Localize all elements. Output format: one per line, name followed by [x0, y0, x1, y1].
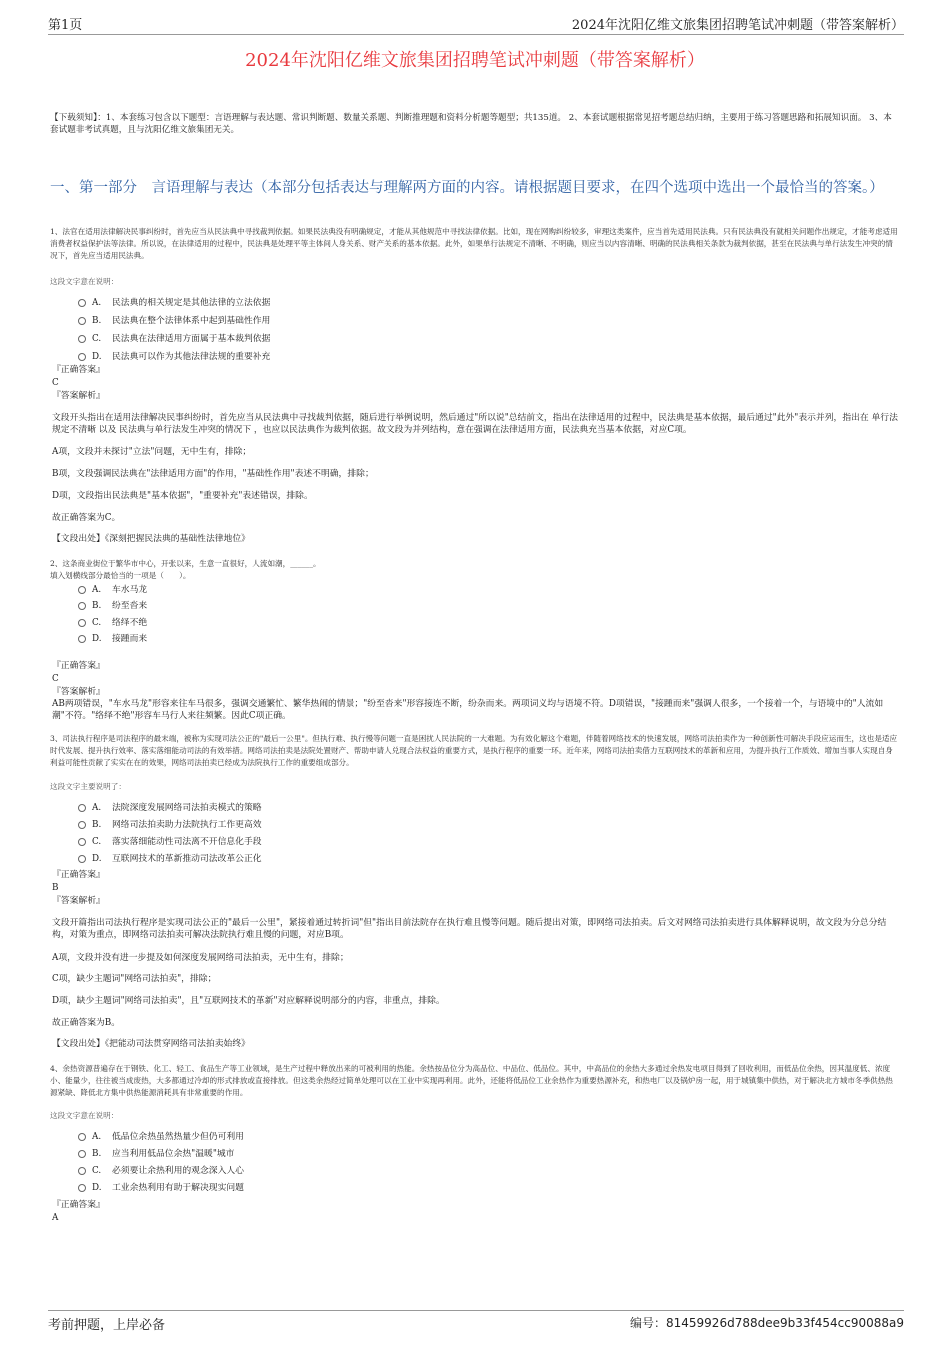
q3-option-b[interactable]: B. 网络司法拍卖助力法院执行工作更高效 — [78, 818, 262, 832]
q3-explain-a: A项，文段并没有进一步提及如何深度发展网络司法拍卖，无中生有，排除； — [52, 953, 349, 963]
download-notice: 【下载须知】：1、本套练习包含以下题型：言语理解与表达题、常识判断题、数量关系题、判断推理题和资料分析题等题型；共135道。 2、本套试题根据常见招考题总结归纳，主要用于练习答题思路和拓展知识面。 3、本套试题非考试真题，且与沈阳亿维文旅集团无关。 — [50, 113, 892, 135]
q1-option-b[interactable]: B. 民法典在整个法律体系中起到基础性作用 — [78, 314, 270, 328]
radio-icon[interactable] — [78, 821, 86, 829]
radio-icon[interactable] — [78, 1184, 86, 1192]
q4-answer-label: 『正确答案』 — [52, 1200, 105, 1210]
q3-answer-label: 『正确答案』 — [52, 870, 105, 880]
radio-icon[interactable] — [78, 353, 86, 361]
section-heading: 一、第一部分 言语理解与表达（本部分包括表达与理解两方面的内容。请根据题目要求，在四个选项中选出一个最恰当的答案。） — [50, 180, 884, 196]
radio-icon[interactable] — [78, 1167, 86, 1175]
q1-option-a[interactable]: A. 民法典的相关规定是其他法律的立法依据 — [78, 296, 270, 310]
radio-icon[interactable] — [78, 635, 86, 643]
page-footer — [48, 1310, 904, 1333]
q1-source: 【文段出处】《深刻把握民法典的基础性法律地位》 — [52, 534, 250, 544]
radio-icon[interactable] — [78, 855, 86, 863]
page-number: 第1页 — [48, 18, 83, 33]
q3-option-c[interactable]: C. 落实落细能动性司法离不开信息化手段 — [78, 835, 262, 849]
footer-slogan: 考前押题，上岸必备 — [48, 1318, 166, 1333]
radio-icon[interactable] — [78, 1133, 86, 1141]
q1-option-d[interactable]: D. 民法典可以作为其他法律法规的重要补充 — [78, 350, 270, 364]
radio-icon[interactable] — [78, 838, 86, 846]
q3-explain-d: D项，缺少主题词"网络司法拍卖"，且"互联网技术的革新"对应解释说明部分的内容，非重点，排除。 — [52, 996, 445, 1006]
page-title: 2024年沈阳亿维文旅集团招聘笔试冲刺题（带答案解析） — [245, 50, 705, 71]
q1-hint: 这段文字意在说明： — [50, 277, 119, 286]
q2-answer: C — [52, 674, 59, 684]
q4-option-a[interactable]: A. 低品位余热虽然热量少但仍可利用 — [78, 1130, 244, 1144]
page-header — [48, 14, 904, 35]
radio-icon[interactable] — [78, 317, 86, 325]
q2-instruction: 填入划横线部分最恰当的一项是（ ）。 — [50, 571, 191, 580]
q4-hint: 这段文字意在说明： — [50, 1111, 119, 1120]
q4-option-b[interactable]: B. 应当利用低品位余热"温暖"城市 — [78, 1147, 234, 1161]
q2-option-c[interactable]: C. 络绎不绝 — [78, 616, 147, 630]
q2-option-b[interactable]: B. 纷至沓来 — [78, 599, 147, 613]
q3-explanation: 文段开篇指出司法执行程序是实现司法公正的"最后一公里"，紧接着通过转折词"但"指出目前法院存在执行难且慢等问题。随后提出对策，即网络司法拍卖。后文对网络司法拍卖进行具体解释说明，故文段为分总分结构，对策为重点，即网络司法拍卖可解决法院执行难且慢的问题，对应B项。 — [52, 918, 887, 940]
q3-conclusion: 故正确答案为B。 — [52, 1018, 121, 1028]
q1-text: 1、法官在适用法律解决民事纠纷时，首先应当从民法典中寻找裁判依据。如果民法典没有明确规定，才能从其他规范中寻找法律依据。比如，现在网购纠纷较多，审理这类案件，应当首先适用民法典。只有民法典没有就相关问题作出规定，才能考虑适用消费者权益保护法等法律。所以说，在法律适用的过程中，民法典是处理平等主体间人身关系、财产关系的基本依据。此外，如果单行法规定不清晰、不明确，则应当以内容清晰、明确的民法典相关条款为裁判依据，甚至在民法典与单行法发生冲突的情况下，首先应当适用民法典。 — [50, 227, 898, 260]
q1-explanation-label: 『答案解析』 — [52, 391, 105, 401]
q3-explanation-label: 『答案解析』 — [52, 896, 105, 906]
q3-hint: 这段文字主要说明了： — [50, 782, 126, 791]
footer-doc-id: 编号：81459926d788dee9b33f454cc90088a9 — [630, 1316, 904, 1330]
q2-explanation-label: 『答案解析』 — [52, 687, 105, 697]
header-doc-title: 2024年沈阳亿维文旅集团招聘笔试冲刺题（带答案解析） — [571, 18, 904, 33]
q3-text: 3、司法执行程序是司法程序的最末端，被称为实现司法公正的"最后一公里"。但执行难、执行慢等问题一直是困扰人民法院的一大难题。为有效化解这个难题，伴随着网络技术的快速发展，网络司法拍卖作为一种创新性可解决手段应运而生，这也是适应时代发展、提升执行效率、落实落细能动司法的有效举措。网络司法拍卖是法院处置财产、帮助申请人兑现合法权益的重要方式，是执行程序的重要一环。近年来，网络司法拍卖借力互联网技术的革新和应用，为提升执行工作质效、增加当事人实现自身利益可能性贡献了实实在在的效果，网络司法拍卖已经成为法院执行工作的重要组成部分。 — [50, 734, 898, 767]
q3-option-a[interactable]: A. 法院深度发展网络司法拍卖模式的策略 — [78, 801, 262, 815]
q3-explain-c: C项，缺少主题词"网络司法拍卖"，排除； — [52, 974, 217, 984]
q1-explain-d: D项，文段指出民法典是"基本依据"，"重要补充"表述错误，排除。 — [52, 491, 313, 501]
radio-icon[interactable] — [78, 299, 86, 307]
q2-explanation: AB两项错误，"车水马龙"形容来往车马很多，强调交通繁忙、繁华热闹的情景；"纷至沓来"形容接连不断，纷杂而来。两项词义均与语境不符。D项错误，"接踵而来"强调人很多，一个接着一个，与语境中的"人流如潮"不符。"络绎不绝"形容车马行人来往频繁。因此C项正确。 — [52, 699, 884, 721]
q1-answer-label: 『正确答案』 — [52, 365, 105, 375]
radio-icon[interactable] — [78, 804, 86, 812]
q2-option-d[interactable]: D. 接踵而来 — [78, 632, 147, 646]
q3-source: 【文段出处】《把能动司法贯穿网络司法拍卖始终》 — [52, 1039, 250, 1049]
radio-icon[interactable] — [78, 586, 86, 594]
q4-option-c[interactable]: C. 必须要让余热利用的观念深入人心 — [78, 1164, 244, 1178]
q1-explain-a: A项，文段并未探讨"立法"问题，无中生有，排除； — [52, 447, 252, 457]
radio-icon[interactable] — [78, 602, 86, 610]
q2-answer-label: 『正确答案』 — [52, 661, 105, 671]
q1-option-c[interactable]: C. 民法典在法律适用方面属于基本裁判依据 — [78, 332, 270, 346]
q3-answer: B — [52, 883, 59, 893]
radio-icon[interactable] — [78, 335, 86, 343]
q3-option-d[interactable]: D. 互联网技术的革新推动司法改革公正化 — [78, 852, 262, 866]
q2-text: 2、这条商业街位于繁华市中心，开张以来，生意一直很好，人流如潮，______。 — [50, 559, 321, 568]
q4-answer: A — [52, 1213, 59, 1223]
q1-explanation: 文段开头指出在适用法律解决民事纠纷时，首先应当从民法典中寻找裁判依据，随后进行举例说明，然后通过"所以说"总结前文，指出在法律适用的过程中，民法典是基本依据，最后通过"此外"表示并列，指出在 单行法规定不清晰 以及 民法典与单行法发生冲突的情况下 ，也应以民法典作为裁判依据。故文段为并列结构，意在强调在法律适用方面，民法典充当基本依据，对应C项。 — [52, 413, 898, 435]
q1-conclusion: 故正确答案为C。 — [52, 513, 121, 523]
q4-text: 4、余热资源普遍存在于钢铁、化工、轻工、食品生产等工业领域，是生产过程中释放出来的可被利用的热能。余热按品位分为高品位、中品位、低品位。其中，中高品位的余热大多通过余热发电项目得到了回收利用，而低品位余热，因其温度低、浓度小、能量少，往往被当成废热，大多都通过冷却的形式排放或直接排放。但这类余热经过简单处理可以在工业中实现再利用。此外，还能将低品位工业余热作为重要热源补充，和热电厂以及锅炉房一起，用于城镇集中供热，对于解决北方城市冬季供热热源紧缺、降低北方集中供热能源消耗具有非常重要的作用。 — [50, 1064, 893, 1097]
q1-answer: C — [52, 378, 59, 388]
q1-explain-b: B项，文段强调民法典在"法律适用方面"的作用，"基础性作用"表述不明确，排除； — [52, 469, 374, 479]
q4-option-d[interactable]: D. 工业余热利用有助于解决现实问题 — [78, 1181, 244, 1195]
radio-icon[interactable] — [78, 619, 86, 627]
radio-icon[interactable] — [78, 1150, 86, 1158]
q2-option-a[interactable]: A. 车水马龙 — [78, 583, 147, 597]
